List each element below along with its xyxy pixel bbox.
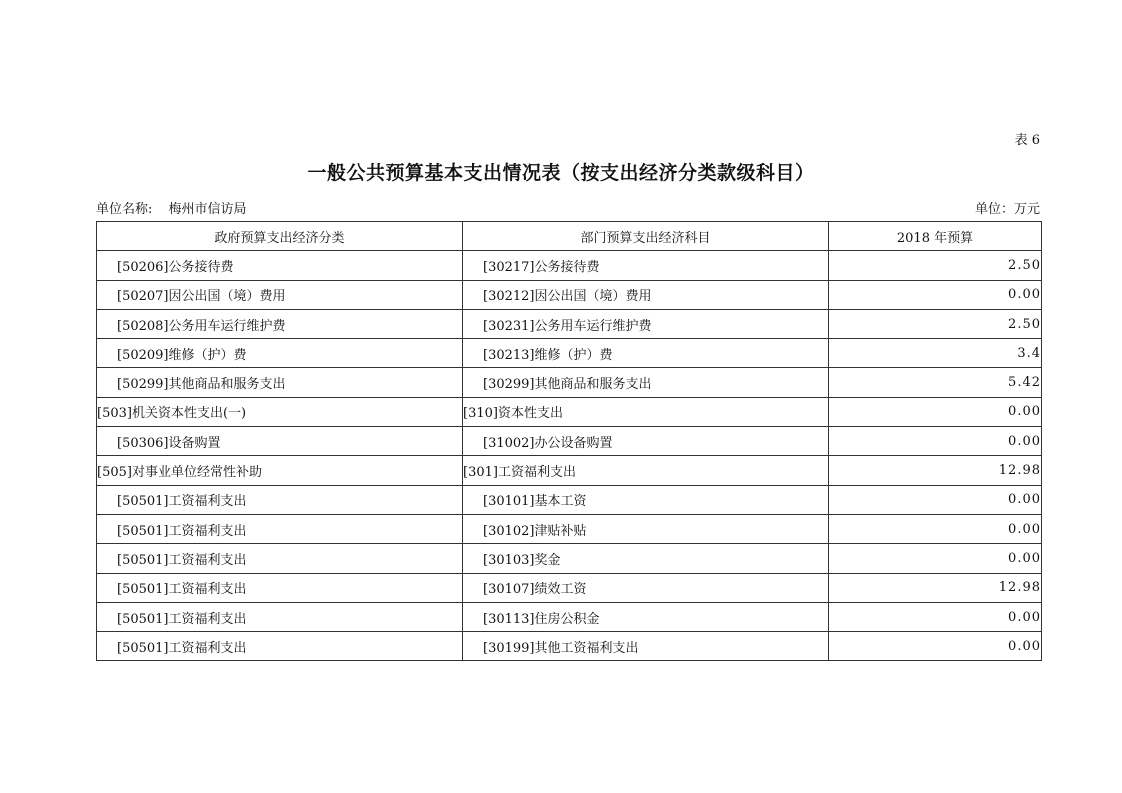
gov-classification-cell: [50501]工资福利支出 [97, 573, 463, 602]
dept-subject-cell: [30299]其他商品和服务支出 [463, 368, 829, 397]
table-row [97, 339, 1042, 368]
budget-amount-cell: 2.50 [829, 251, 1042, 280]
table-row [97, 280, 1042, 309]
gov-classification-cell: [50208]公务用车运行维护费 [97, 309, 463, 338]
budget-amount-cell: 0.00 [829, 632, 1042, 661]
table-row [97, 573, 1042, 602]
budget-amount-cell: 0.00 [829, 485, 1042, 514]
budget-amount-cell: 12.98 [829, 573, 1042, 602]
dept-subject-cell: [30213]维修（护）费 [463, 339, 829, 368]
unit-label: 单位：万元 [974, 202, 1040, 217]
dept-subject-cell: [30113]住房公积金 [463, 602, 829, 631]
organization-info [96, 198, 247, 217]
column-header-gov-classification: 政府预算支出经济分类 [97, 222, 463, 251]
dept-subject-cell: [30107]绩效工资 [463, 573, 829, 602]
meta-row [96, 198, 1040, 216]
budget-table [96, 221, 1042, 661]
budget-amount-cell: 0.00 [829, 602, 1042, 631]
budget-amount-cell: 2.50 [829, 309, 1042, 338]
table-row [97, 368, 1042, 397]
table-number: 表 6 [1014, 133, 1040, 148]
table-row [97, 427, 1042, 456]
table-row [97, 397, 1042, 426]
gov-classification-cell: [50501]工资福利支出 [97, 514, 463, 543]
page-title: 一般公共预算基本支出情况表（按支出经济分类款级科目） [307, 162, 815, 184]
budget-amount-cell: 0.00 [829, 280, 1042, 309]
budget-amount-cell: 0.00 [829, 397, 1042, 426]
budget-amount-cell: 12.98 [829, 456, 1042, 485]
table-body [97, 251, 1042, 661]
gov-classification-cell: [50501]工资福利支出 [97, 544, 463, 573]
organization-name: 梅州市信访局 [168, 202, 247, 217]
dept-subject-cell: [31002]办公设备购置 [463, 427, 829, 456]
dept-subject-cell: [310]资本性支出 [463, 397, 829, 426]
table-row [97, 456, 1042, 485]
table-row [97, 309, 1042, 338]
dept-subject-cell: [30212]因公出国（境）费用 [463, 280, 829, 309]
dept-subject-cell: [30217]公务接待费 [463, 251, 829, 280]
dept-subject-cell: [30199]其他工资福利支出 [463, 632, 829, 661]
column-header-budget-2018: 2018 年预算 [829, 222, 1042, 251]
gov-classification-cell: [50299]其他商品和服务支出 [97, 368, 463, 397]
table-row [97, 514, 1042, 543]
dept-subject-cell: [30231]公务用车运行维护费 [463, 309, 829, 338]
gov-classification-cell: [50206]公务接待费 [97, 251, 463, 280]
gov-classification-cell: [503]机关资本性支出(一) [97, 397, 463, 426]
dept-subject-cell: [30102]津贴补贴 [463, 514, 829, 543]
table-row [97, 602, 1042, 631]
organization-label: 单位名称: [96, 202, 153, 217]
gov-classification-cell: [50501]工资福利支出 [97, 632, 463, 661]
table-row [97, 544, 1042, 573]
gov-classification-cell: [50501]工资福利支出 [97, 602, 463, 631]
dept-subject-cell: [30101]基本工资 [463, 485, 829, 514]
budget-amount-cell: 0.00 [829, 544, 1042, 573]
budget-amount-cell: 3.4 [829, 339, 1042, 368]
gov-classification-cell: [50209]维修（护）费 [97, 339, 463, 368]
gov-classification-cell: [50501]工资福利支出 [97, 485, 463, 514]
table-row [97, 632, 1042, 661]
budget-amount-cell: 5.42 [829, 368, 1042, 397]
budget-amount-cell: 0.00 [829, 514, 1042, 543]
dept-subject-cell: [301]工资福利支出 [463, 456, 829, 485]
column-header-dept-subject: 部门预算支出经济科目 [463, 222, 829, 251]
table-row [97, 485, 1042, 514]
budget-amount-cell: 0.00 [829, 427, 1042, 456]
table-row [97, 251, 1042, 280]
table-header-row [97, 222, 1042, 251]
gov-classification-cell: [50306]设备购置 [97, 427, 463, 456]
gov-classification-cell: [505]对事业单位经常性补助 [97, 456, 463, 485]
dept-subject-cell: [30103]奖金 [463, 544, 829, 573]
gov-classification-cell: [50207]因公出国（境）费用 [97, 280, 463, 309]
